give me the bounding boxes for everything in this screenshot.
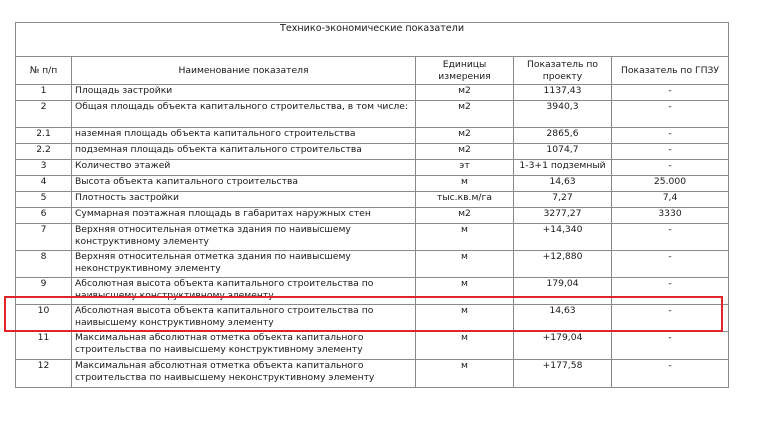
table-row [16,85,729,101]
row-unit: эт [416,160,514,176]
row-number: 2.1 [16,128,72,144]
row-unit: м [416,305,514,332]
row-name: подземная площадь объекта капитального строительства [72,144,416,160]
row-number: 11 [16,332,72,360]
row-gpzu-value: - [612,224,729,251]
row-unit: м2 [416,208,514,224]
row-name: Максимальная абсолютная отметка объекта капитального строительства по наивысшему неконструктивному элементу [72,360,416,388]
row-gpzu-value: - [612,144,729,160]
row-name: Абсолютная высота объекта капитального строительства по наивысшему конструктивному элементу [72,278,416,305]
row-name: Абсолютная высота объекта капитального строительства по наивысшему конструктивному элементу [72,305,416,332]
row-gpzu-value: - [612,360,729,388]
row-number: 2 [16,101,72,128]
row-number: 5 [16,192,72,208]
table-row [16,278,729,305]
row-name: Максимальная абсолютная отметка объекта капитального строительства по наивысшему конструктивному элементу [72,332,416,360]
table-row [16,360,729,388]
row-project-value: 1137,43 [514,85,612,101]
row-number: 8 [16,251,72,278]
header-name: Наименование показателя [72,57,416,85]
row-unit: м [416,251,514,278]
row-unit: тыс.кв.м/га [416,192,514,208]
header-unit: Единицы измерения [416,57,514,85]
row-gpzu-value: - [612,251,729,278]
table-row [16,160,729,176]
row-project-value: 2865,6 [514,128,612,144]
row-number: 1 [16,85,72,101]
row-project-value: 179,04 [514,278,612,305]
row-name: Верхняя относительная отметка здания по наивысшему конструктивному элементу [72,224,416,251]
table-row [16,208,729,224]
row-unit: м [416,176,514,192]
row-project-value: 3277,27 [514,208,612,224]
row-gpzu-value: - [612,101,729,128]
row-number: 3 [16,160,72,176]
row-name: Общая площадь объекта капитального строительства, в том числе: [72,101,416,128]
row-gpzu-value: - [612,332,729,360]
table-row [16,144,729,160]
row-gpzu-value: 3330 [612,208,729,224]
table-title: Технико-экономические показатели [16,23,729,57]
row-project-value: 14,63 [514,305,612,332]
row-gpzu-value: - [612,85,729,101]
row-name: Площадь застройки [72,85,416,101]
row-number: 6 [16,208,72,224]
row-project-value: +177,58 [514,360,612,388]
row-unit: м [416,278,514,305]
header-project: Показатель по проекту [514,57,612,85]
header-num: № п/п [16,57,72,85]
row-project-value: 14,63 [514,176,612,192]
row-unit: м2 [416,128,514,144]
row-gpzu-value: - [612,305,729,332]
row-number: 7 [16,224,72,251]
header-gpzu: Показатель по ГПЗУ [612,57,729,85]
table-row [16,251,729,278]
header-row [16,57,729,85]
row-unit: м [416,360,514,388]
row-unit: м [416,224,514,251]
row-gpzu-value: 7,4 [612,192,729,208]
row-unit: м [416,332,514,360]
row-name: Суммарная поэтажная площадь в габаритах наружных стен [72,208,416,224]
row-unit: м2 [416,144,514,160]
row-unit: м2 [416,85,514,101]
row-project-value: +12,880 [514,251,612,278]
row-number: 4 [16,176,72,192]
table-row [16,332,729,360]
row-project-value: 1074,7 [514,144,612,160]
row-number: 2.2 [16,144,72,160]
row-gpzu-value: - [612,160,729,176]
row-name: Количество этажей [72,160,416,176]
row-unit: м2 [416,101,514,128]
table-row [16,128,729,144]
row-name: Верхняя относительная отметка здания по наивысшему неконструктивному элементу [72,251,416,278]
table-row [16,101,729,128]
tep-table [15,22,729,388]
row-name: Высота объекта капитального строительства [72,176,416,192]
row-gpzu-value: - [612,128,729,144]
row-gpzu-value: 25.000 [612,176,729,192]
row-gpzu-value: - [612,278,729,305]
row-number: 9 [16,278,72,305]
table-row [16,305,729,332]
row-number: 10 [16,305,72,332]
row-name: наземная площадь объекта капитального строительства [72,128,416,144]
row-number: 12 [16,360,72,388]
table-row [16,192,729,208]
row-project-value: +179,04 [514,332,612,360]
row-project-value: 1-3+1 подземный [514,160,612,176]
table-row [16,224,729,251]
row-project-value: 7,27 [514,192,612,208]
table-row [16,176,729,192]
row-project-value: 3940,3 [514,101,612,128]
row-project-value: +14,340 [514,224,612,251]
row-name: Плотность застройки [72,192,416,208]
